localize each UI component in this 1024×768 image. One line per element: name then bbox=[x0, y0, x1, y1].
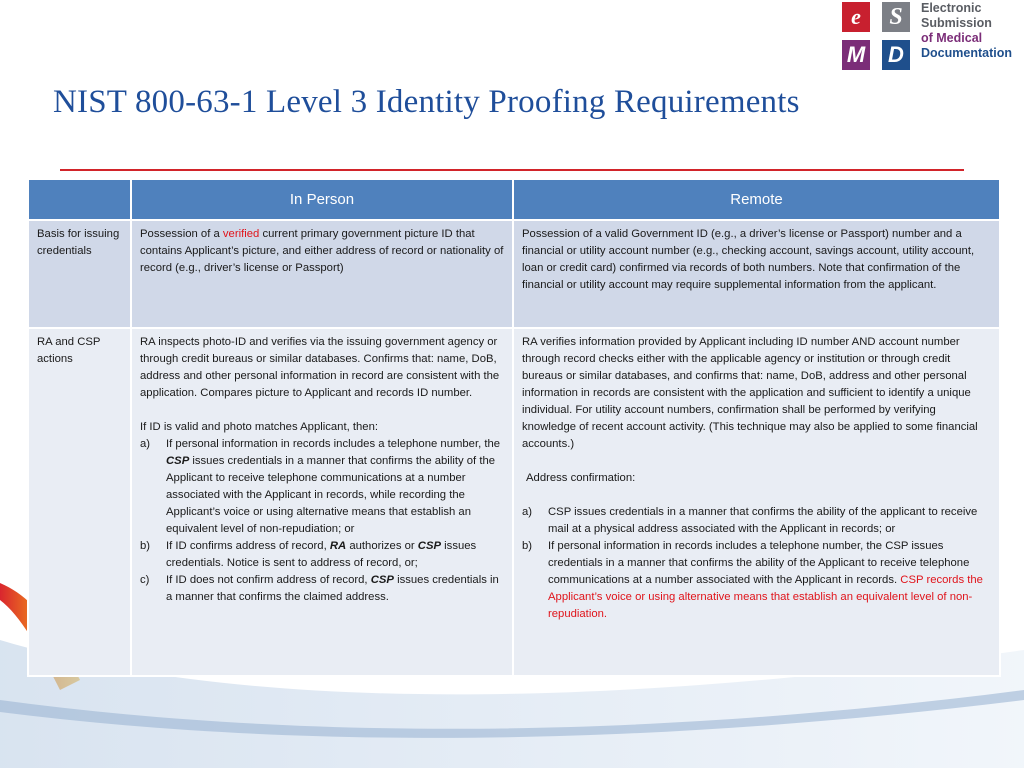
table-row bbox=[28, 220, 1000, 328]
csp-term: CSP bbox=[417, 540, 442, 552]
text-run: issues credentials in a manner that confirms the ability of the Applicant to receive telephone communications at a number associated with the Applicant in records, while recording the Applicant’s voice or using alternative means that establish an equivalent level of non-repudiation; or bbox=[166, 455, 496, 535]
csp-term: CSP bbox=[370, 574, 394, 586]
list-item bbox=[522, 538, 991, 623]
logo-tile-s: S bbox=[882, 2, 910, 32]
table-row bbox=[28, 328, 1000, 676]
list-marker: a) bbox=[140, 438, 151, 450]
in-person-condition: If ID is valid and photo matches Applicant, then: bbox=[140, 421, 379, 433]
logo-text-line: Submission bbox=[921, 16, 992, 30]
logo-text-line: Electronic bbox=[921, 1, 982, 15]
text-run: issues credentials. Notice is sent to address of record, or; bbox=[166, 540, 477, 569]
table-header-row bbox=[28, 179, 1000, 220]
cell-basis-in-person bbox=[131, 220, 513, 328]
remote-intro: RA verifies information provided by Applicant including ID number AND account number through record checks either with the applicable agency or institution or through credit bureaus or similar databases, and confirms that: name, DoB, address and other personal information in records are consistent with the application and sufficient to identify a unique individual. For utility account numbers, confirmation shall be performed by verifying knowledge of recent account activity. (This technique may also be applied to some financial accounts.) bbox=[522, 336, 978, 450]
address-confirmation-heading: Address confirmation: bbox=[526, 472, 636, 484]
ra-term: RA bbox=[329, 540, 347, 552]
csp-term: CSP bbox=[166, 455, 190, 467]
cell-actions-remote bbox=[513, 328, 1000, 676]
logo-tile-m: M bbox=[842, 40, 870, 70]
list-marker: c) bbox=[140, 574, 150, 586]
cell-actions-in-person bbox=[131, 328, 513, 676]
text-run: CSP issues credentials in a manner that confirms the ability of the applicant to receive mail at a physical address associated with the Applicant in records; or bbox=[548, 506, 978, 535]
text-run: authorizes or bbox=[346, 540, 418, 552]
verified-highlight: verified bbox=[222, 228, 260, 240]
list-item bbox=[140, 538, 504, 572]
in-person-intro: RA inspects photo-ID and verifies via the issuing government agency or through credit bureaus or similar databases. Confirms that: name, DoB, address and other personal information in record are consistent with the application. Compares picture to Applicant and records ID number. bbox=[140, 336, 500, 399]
logo-text-line: of Medical bbox=[921, 31, 983, 45]
text-run: Possession of a bbox=[140, 228, 223, 240]
list-item bbox=[140, 436, 504, 538]
text-run: If personal information in records includes a telephone number, the bbox=[166, 438, 501, 450]
logo-wordmark bbox=[921, 1, 1024, 61]
slide-title: NIST 800-63-1 Level 3 Identity Proofing Requirements bbox=[53, 84, 800, 120]
logo-tile-d: D bbox=[882, 40, 910, 70]
text-run: current primary government picture ID that contains Applicant’s picture, and either address of record or nationality of record (e.g., driver’s license or Passport) bbox=[140, 228, 504, 274]
header-empty-cell bbox=[28, 179, 131, 220]
list-marker: b) bbox=[140, 540, 151, 552]
list-item bbox=[522, 504, 991, 538]
title-divider bbox=[60, 169, 964, 171]
csp-voice-highlight: CSP records the Applicant’s voice or using alternative means that establish an equivalent level of non-repudiation. bbox=[548, 574, 983, 620]
text-run: If personal information in records includes a telephone number, the CSP issues credentials in a manner that confirms the ability of the Applicant to receive telephone communications at a number associated with the Applicant in records. bbox=[548, 540, 970, 586]
header-in-person: In Person bbox=[131, 179, 513, 220]
row-label-actions: RA and CSP actions bbox=[28, 328, 131, 676]
text-run: If ID confirms address of record, bbox=[166, 540, 330, 552]
in-person-list bbox=[140, 436, 504, 606]
text-run: issues credentials in a manner that confirms the claimed address. bbox=[166, 574, 499, 603]
list-marker: a) bbox=[522, 506, 533, 518]
header-remote: Remote bbox=[513, 179, 1000, 220]
logo-text-line: Documentation bbox=[921, 46, 1012, 60]
text-run: If ID does not confirm address of record, bbox=[166, 574, 371, 586]
logo-tile-e: e bbox=[842, 2, 870, 32]
requirements-table bbox=[27, 178, 1001, 677]
cell-basis-remote: Possession of a valid Government ID (e.g., a driver’s license or Passport) number and a financial or utility account number (e.g., checking account, savings account, utility account, loan or credit card) confirmed via records of both numbers. Note that confirmation of the financial or utility account may require supplemental information from the applicant. bbox=[513, 220, 1000, 328]
list-marker: b) bbox=[522, 540, 533, 552]
row-label-basis: Basis for issuing credentials bbox=[28, 220, 131, 328]
remote-list bbox=[522, 504, 991, 623]
list-item bbox=[140, 572, 504, 606]
